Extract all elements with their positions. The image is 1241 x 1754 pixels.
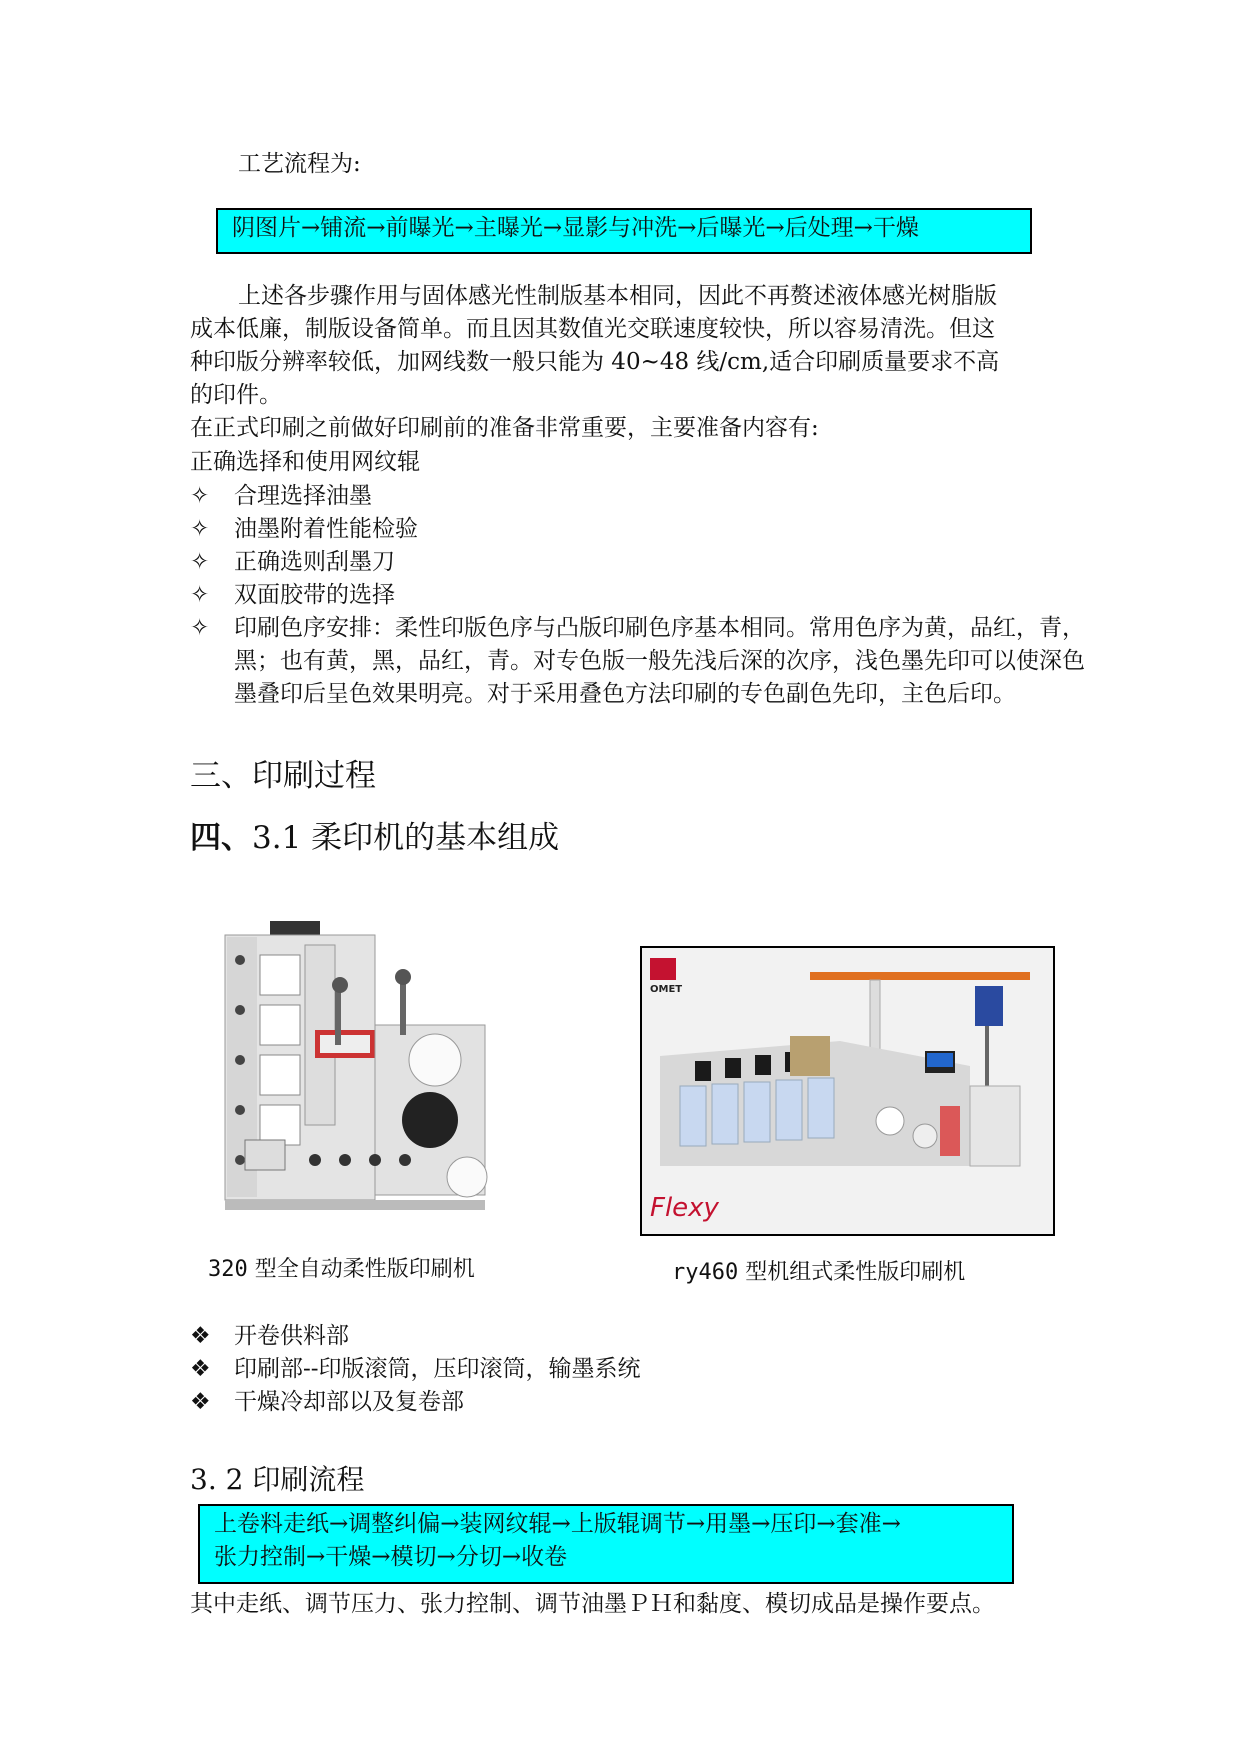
section-3-heading: 三、印刷过程 bbox=[190, 758, 376, 794]
process-flow-text: 阴图片→铺流→前曝光→主曝光→显影与冲洗→后曝光→后处理→干燥 bbox=[232, 215, 919, 241]
parts-list bbox=[190, 1320, 641, 1419]
caption-ry460: ry460 型机组式柔性版印刷机 bbox=[672, 1260, 966, 1285]
diamond-bullet-icon: ❖ bbox=[190, 1389, 211, 1415]
print-flow-box bbox=[198, 1504, 1014, 1584]
list-item: ✧ 双面胶带的选择 bbox=[190, 579, 1090, 612]
diamond-bullet-icon: ✧ bbox=[190, 549, 210, 575]
diamond-bullet-icon: ✧ bbox=[190, 483, 210, 509]
paragraph-line-6: 正确选择和使用网纹辊 bbox=[190, 449, 420, 475]
section-4-heading: 四、3.1 柔印机的基本组成 bbox=[190, 820, 560, 856]
omet-logo-text: OMET bbox=[650, 984, 683, 995]
paragraph-line-1: 上述各步骤作用与固体感光性制版基本相同，因此不再赘述液体感光树脂版 bbox=[238, 283, 997, 309]
paragraph-line-5: 在正式印刷之前做好印刷前的准备非常重要，主要准备内容有: bbox=[190, 415, 819, 441]
caption-320: 320 型全自动柔性版印刷机 bbox=[208, 1257, 475, 1282]
diamond-bullet-icon: ❖ bbox=[190, 1356, 211, 1382]
diamond-bullet-icon: ✧ bbox=[190, 615, 210, 641]
diamond-bullet-icon: ✧ bbox=[190, 516, 210, 542]
paragraph-line-2: 成本低廉，制版设备简单。而且因其数值光交联速度较快，所以容易清洗。但这 bbox=[190, 316, 995, 342]
list-item: ✧ 印刷色序安排：柔性印版色序与凸版印刷色序基本相同。常用色序为黄，品红，青，黑；也有黄，黑，品红，青。对专色版一般先浅后深的次序，浅色墨先印可以使深色墨叠印后呈色效果明亮。对于采用叠色方法印刷的专色副色先印，主色后印。 bbox=[190, 612, 1090, 711]
print-flow-line-2: 张力控制→干燥→模切→分切→收卷 bbox=[214, 1544, 568, 1570]
flexy-brand-text: Flexy bbox=[650, 1193, 719, 1223]
list-item: ✧ 油墨附着性能检验 bbox=[190, 513, 1090, 546]
list-item: ❖ 开卷供料部 bbox=[190, 1320, 641, 1353]
print-flow-line-1: 上卷料走纸→调整纠偏→装网纹辊→上版辊调节→用墨→压印→套准→ bbox=[214, 1511, 901, 1537]
paragraph-line-4: 的印件。 bbox=[190, 382, 282, 408]
machine-320-image bbox=[205, 915, 505, 1225]
list-item: ❖ 印刷部--印版滚筒，压印滚筒，输墨系统 bbox=[190, 1353, 641, 1386]
list-item: ✧ 正确选则刮墨刀 bbox=[190, 546, 1090, 579]
preparation-list bbox=[190, 480, 1090, 711]
operation-note: 其中走纸、调节压力、张力控制、调节油墨ＰＨ和黏度、模切成品是操作要点。 bbox=[190, 1591, 995, 1617]
section-3-2-heading: 3. 2 印刷流程 bbox=[190, 1463, 365, 1496]
list-item: ❖ 干燥冷却部以及复卷部 bbox=[190, 1386, 641, 1419]
diamond-bullet-icon: ✧ bbox=[190, 582, 210, 608]
paragraph-line-3: 种印版分辨率较低，加网线数一般只能为 40~48 线/cm,适合印刷质量要求不高 bbox=[190, 349, 1000, 375]
process-flow-box bbox=[216, 208, 1032, 254]
machine-ry460-image bbox=[640, 946, 1055, 1236]
diamond-bullet-icon: ❖ bbox=[190, 1323, 211, 1349]
process-label: 工艺流程为: bbox=[238, 151, 361, 177]
list-item: ✧ 合理选择油墨 bbox=[190, 480, 1090, 513]
